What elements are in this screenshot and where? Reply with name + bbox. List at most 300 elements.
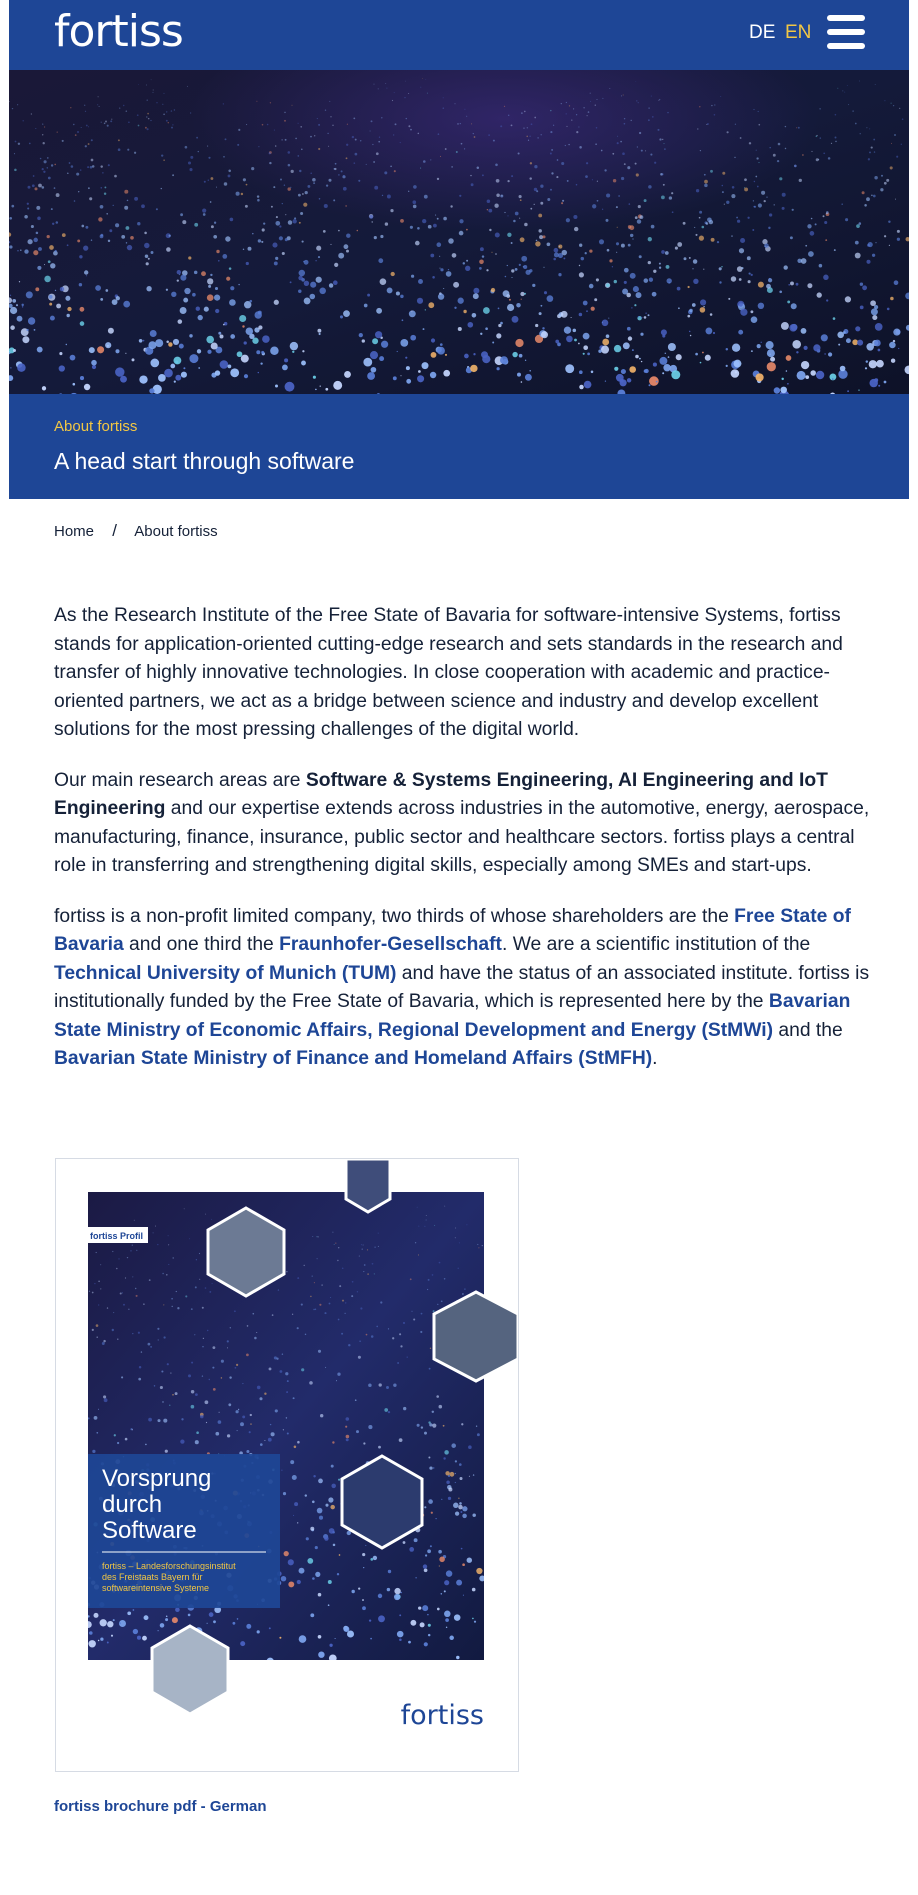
decorative-dot bbox=[631, 120, 632, 121]
decorative-dot bbox=[884, 182, 887, 185]
decorative-dot bbox=[425, 79, 426, 80]
decorative-dot bbox=[873, 195, 876, 198]
decorative-dot bbox=[156, 102, 157, 103]
decorative-dot bbox=[894, 280, 899, 285]
decorative-dot bbox=[818, 159, 819, 160]
decorative-dot bbox=[629, 366, 636, 373]
decorative-dot bbox=[402, 319, 404, 321]
decorative-dot bbox=[388, 1570, 391, 1573]
decorative-dot bbox=[244, 374, 248, 378]
decorative-dot bbox=[281, 1470, 282, 1471]
decorative-dot bbox=[183, 298, 188, 303]
decorative-dot bbox=[740, 137, 742, 139]
decorative-dot bbox=[80, 321, 85, 326]
decorative-dot bbox=[333, 199, 335, 201]
decorative-dot bbox=[210, 274, 212, 276]
decorative-dot bbox=[75, 134, 77, 136]
decorative-dot bbox=[534, 117, 536, 119]
brochure-subtitle-line1: fortiss – Landesforschungsinstitut bbox=[102, 1561, 236, 1571]
decorative-dot bbox=[479, 267, 482, 270]
decorative-dot bbox=[516, 303, 521, 308]
decorative-dot bbox=[287, 1432, 289, 1434]
decorative-dot bbox=[275, 1409, 278, 1412]
decorative-dot bbox=[92, 1329, 94, 1331]
decorative-dot bbox=[728, 298, 730, 300]
decorative-dot bbox=[565, 145, 566, 146]
decorative-dot bbox=[653, 363, 657, 367]
decorative-dot bbox=[236, 192, 240, 196]
decorative-dot bbox=[428, 1279, 430, 1281]
decorative-dot bbox=[531, 123, 533, 125]
decorative-dot bbox=[191, 1405, 195, 1409]
decorative-dot bbox=[380, 235, 383, 238]
decorative-dot bbox=[689, 309, 693, 313]
brochure-cover-image[interactable] bbox=[55, 1158, 519, 1772]
decorative-dot bbox=[405, 357, 407, 359]
decorative-dot bbox=[571, 120, 572, 121]
decorative-dot bbox=[189, 354, 198, 363]
decorative-dot bbox=[704, 184, 708, 188]
decorative-dot bbox=[136, 1250, 137, 1251]
decorative-dot bbox=[648, 119, 650, 121]
decorative-dot bbox=[282, 252, 285, 255]
decorative-dot bbox=[181, 372, 187, 378]
decorative-dot bbox=[211, 342, 218, 349]
decorative-dot bbox=[751, 350, 753, 352]
decorative-dot bbox=[678, 307, 680, 309]
decorative-dot bbox=[569, 105, 570, 106]
decorative-dot bbox=[134, 152, 136, 154]
decorative-dot bbox=[310, 1613, 314, 1617]
decorative-dot bbox=[524, 223, 528, 227]
brochure-cover-graphic bbox=[56, 1159, 518, 1771]
decorative-dot bbox=[38, 184, 42, 188]
decorative-dot bbox=[517, 373, 521, 377]
decorative-dot bbox=[874, 340, 881, 347]
breadcrumb-home-link[interactable]: Home bbox=[54, 523, 95, 540]
decorative-dot bbox=[80, 169, 81, 170]
decorative-dot bbox=[98, 1409, 99, 1410]
decorative-dot bbox=[172, 1257, 173, 1258]
decorative-dot bbox=[197, 349, 201, 353]
decorative-dot bbox=[297, 1522, 298, 1523]
decorative-dot bbox=[496, 333, 501, 338]
decorative-dot bbox=[421, 1426, 423, 1428]
decorative-dot bbox=[257, 195, 259, 197]
decorative-dot bbox=[259, 1397, 262, 1400]
decorative-dot bbox=[574, 339, 577, 342]
decorative-dot bbox=[579, 244, 582, 247]
decorative-dot bbox=[94, 1416, 98, 1420]
decorative-dot bbox=[359, 1256, 360, 1257]
decorative-dot bbox=[437, 1304, 438, 1305]
decorative-dot bbox=[479, 1575, 485, 1581]
decorative-dot bbox=[875, 323, 883, 331]
decorative-dot bbox=[250, 1423, 251, 1424]
decorative-dot bbox=[787, 383, 789, 385]
decorative-dot bbox=[779, 290, 782, 293]
decorative-dot bbox=[464, 109, 465, 110]
decorative-dot bbox=[606, 334, 610, 338]
decorative-dot bbox=[790, 236, 793, 239]
decorative-dot bbox=[178, 319, 183, 324]
decorative-dot bbox=[835, 141, 837, 143]
decorative-dot bbox=[315, 1572, 320, 1577]
decorative-dot bbox=[237, 1430, 238, 1431]
decorative-dot bbox=[174, 381, 176, 383]
decorative-dot bbox=[428, 1499, 433, 1504]
decorative-dot bbox=[180, 213, 183, 216]
decorative-dot bbox=[96, 1432, 98, 1434]
decorative-dot bbox=[315, 260, 316, 261]
decorative-dot bbox=[901, 144, 902, 145]
decorative-dot bbox=[227, 1434, 230, 1437]
decorative-dot bbox=[519, 195, 522, 198]
decorative-dot bbox=[148, 1343, 151, 1346]
decorative-dot bbox=[667, 112, 668, 113]
decorative-dot bbox=[408, 125, 410, 127]
decorative-dot bbox=[430, 254, 434, 258]
decorative-dot bbox=[487, 209, 488, 210]
decorative-dot bbox=[274, 1356, 277, 1359]
decorative-dot bbox=[852, 110, 853, 111]
decorative-dot bbox=[550, 189, 552, 191]
decorative-dot bbox=[188, 161, 191, 164]
decorative-dot bbox=[635, 163, 637, 165]
decorative-dot bbox=[216, 250, 219, 253]
decorative-dot bbox=[175, 375, 181, 381]
decorative-dot bbox=[155, 339, 163, 347]
decorative-dot bbox=[206, 336, 214, 344]
decorative-dot bbox=[312, 1577, 315, 1580]
decorative-dot bbox=[319, 198, 321, 200]
decorative-dot bbox=[290, 187, 291, 188]
stmwi-link[interactable]: Bavarian State Ministry of Economic Affairs, Regional Development and Energy (StMWi) bbox=[54, 991, 851, 1041]
decorative-dot bbox=[310, 282, 316, 288]
decorative-dot bbox=[150, 359, 159, 368]
decorative-dot bbox=[208, 157, 210, 159]
decorative-dot bbox=[473, 1474, 474, 1475]
decorative-dot bbox=[671, 192, 673, 194]
decorative-dot bbox=[562, 200, 564, 202]
decorative-dot bbox=[444, 1580, 449, 1585]
decorative-dot bbox=[378, 141, 380, 143]
decorative-dot bbox=[209, 1291, 211, 1293]
decorative-dot bbox=[668, 356, 670, 358]
decorative-dot bbox=[194, 1334, 195, 1335]
decorative-dot bbox=[345, 205, 346, 206]
decorative-dot bbox=[889, 245, 890, 246]
decorative-dot bbox=[432, 1411, 434, 1413]
decorative-dot bbox=[133, 1609, 135, 1611]
decorative-dot bbox=[379, 356, 384, 361]
decorative-dot bbox=[459, 1477, 462, 1480]
decorative-dot bbox=[583, 353, 585, 355]
decorative-dot bbox=[268, 1438, 272, 1442]
fortiss-logo[interactable]: fortiss bbox=[54, 6, 183, 57]
decorative-dot bbox=[205, 1287, 207, 1289]
decorative-dot bbox=[500, 322, 503, 325]
hamburger-menu-icon[interactable] bbox=[827, 15, 865, 49]
decorative-dot bbox=[163, 1304, 164, 1305]
decorative-dot bbox=[710, 170, 713, 173]
decorative-dot bbox=[699, 211, 702, 214]
decorative-dot bbox=[378, 1246, 379, 1247]
decorative-dot bbox=[865, 367, 867, 369]
decorative-dot bbox=[132, 1245, 133, 1246]
decorative-dot bbox=[704, 174, 706, 176]
decorative-dot bbox=[521, 381, 523, 383]
decorative-dot bbox=[503, 290, 510, 297]
decorative-dot bbox=[38, 247, 42, 251]
decorative-dot bbox=[871, 195, 873, 197]
decorative-dot bbox=[130, 236, 134, 240]
decorative-dot bbox=[507, 265, 508, 266]
decorative-dot bbox=[586, 310, 588, 312]
decorative-dot bbox=[252, 1313, 254, 1315]
decorative-dot bbox=[527, 127, 528, 128]
decorative-dot bbox=[125, 353, 126, 354]
decorative-dot bbox=[636, 100, 637, 101]
decorative-dot bbox=[260, 1443, 263, 1446]
decorative-dot bbox=[184, 288, 190, 294]
decorative-dot bbox=[363, 1245, 364, 1246]
hero-dots-graphic bbox=[9, 70, 909, 394]
decorative-dot bbox=[269, 1627, 271, 1629]
decorative-dot bbox=[33, 175, 35, 177]
decorative-dot bbox=[312, 1276, 313, 1277]
decorative-dot bbox=[671, 370, 680, 379]
decorative-dot bbox=[180, 307, 187, 314]
decorative-dot bbox=[17, 104, 18, 105]
decorative-dot bbox=[785, 148, 786, 149]
decorative-dot bbox=[605, 381, 606, 382]
decorative-dot bbox=[336, 1380, 337, 1381]
decorative-dot bbox=[262, 335, 270, 343]
decorative-dot bbox=[88, 143, 90, 145]
decorative-dot bbox=[238, 129, 240, 131]
decorative-dot bbox=[720, 96, 721, 97]
text-segment: and our expertise extends across industries in the automotive, energy, aerospace, manufacturing, finance, insurance, public sector and healthcare sectors. fortiss plays a central role in transferring and strengthening digital skills, especially among SMEs and start-ups. bbox=[54, 798, 870, 876]
decorative-dot bbox=[650, 154, 652, 156]
decorative-dot bbox=[297, 1327, 299, 1329]
decorative-dot bbox=[160, 1386, 163, 1389]
decorative-dot bbox=[513, 220, 516, 223]
decorative-dot bbox=[314, 135, 315, 136]
decorative-dot bbox=[144, 1615, 149, 1620]
decorative-dot bbox=[425, 309, 426, 310]
decorative-dot bbox=[891, 103, 892, 104]
decorative-dot bbox=[890, 166, 893, 169]
decorative-dot bbox=[446, 1627, 447, 1628]
decorative-dot bbox=[881, 175, 883, 177]
decorative-dot bbox=[241, 355, 249, 363]
decorative-dot bbox=[299, 270, 305, 276]
decorative-dot bbox=[288, 1581, 294, 1587]
decorative-dot bbox=[427, 1289, 428, 1290]
decorative-dot bbox=[258, 325, 262, 329]
decorative-dot bbox=[246, 124, 247, 125]
decorative-dot bbox=[807, 224, 811, 228]
tum-link[interactable]: Technical University of Munich (TUM) bbox=[54, 962, 397, 984]
decorative-dot bbox=[641, 150, 643, 152]
decorative-dot bbox=[218, 1420, 222, 1424]
language-de-link[interactable]: DE bbox=[749, 22, 776, 43]
decorative-dot bbox=[757, 344, 761, 348]
decorative-dot bbox=[147, 100, 148, 101]
decorative-dot bbox=[700, 299, 706, 305]
decorative-dot bbox=[282, 365, 288, 371]
decorative-dot bbox=[607, 249, 610, 252]
decorative-dot bbox=[722, 172, 725, 175]
decorative-dot bbox=[274, 130, 275, 131]
decorative-dot bbox=[529, 370, 531, 372]
decorative-dot bbox=[875, 84, 876, 85]
decorative-dot bbox=[148, 1418, 152, 1422]
decorative-dot bbox=[585, 175, 588, 178]
decorative-dot bbox=[758, 282, 764, 288]
decorative-dot bbox=[690, 335, 692, 337]
decorative-dot bbox=[434, 1225, 435, 1226]
decorative-dot bbox=[895, 199, 896, 200]
decorative-dot bbox=[305, 1494, 307, 1496]
decorative-dot bbox=[97, 346, 104, 353]
decorative-dot bbox=[411, 275, 414, 278]
decorative-dot bbox=[410, 226, 413, 229]
decorative-dot bbox=[340, 315, 343, 318]
stmfh-link[interactable]: Bavarian State Ministry of Finance and Homeland Affairs (StMFH) bbox=[54, 1048, 653, 1069]
decorative-dot bbox=[115, 367, 124, 376]
decorative-dot bbox=[205, 1214, 206, 1215]
decorative-dot bbox=[766, 341, 774, 349]
language-en-link[interactable]: EN bbox=[785, 22, 812, 43]
decorative-dot bbox=[77, 131, 79, 133]
decorative-dot bbox=[118, 148, 121, 151]
decorative-dot bbox=[138, 84, 139, 85]
decorative-dot bbox=[595, 104, 596, 105]
brochure-pdf-link[interactable]: fortiss brochure pdf - German bbox=[54, 1798, 267, 1815]
decorative-dot bbox=[143, 1303, 145, 1305]
decorative-dot bbox=[146, 262, 149, 265]
decorative-dot bbox=[86, 125, 88, 127]
decorative-dot bbox=[530, 136, 531, 137]
decorative-dot bbox=[431, 338, 435, 342]
decorative-dot bbox=[285, 1372, 288, 1375]
decorative-dot bbox=[318, 148, 320, 150]
decorative-dot bbox=[700, 307, 706, 313]
decorative-dot bbox=[128, 121, 130, 123]
decorative-dot bbox=[339, 1285, 341, 1287]
decorative-dot bbox=[424, 1568, 428, 1572]
decorative-dot bbox=[571, 317, 572, 318]
decorative-dot bbox=[288, 151, 291, 154]
decorative-dot bbox=[424, 1226, 425, 1227]
decorative-dot bbox=[429, 1368, 431, 1370]
decorative-dot bbox=[67, 172, 69, 174]
breadcrumb-separator: / bbox=[112, 521, 117, 540]
decorative-dot bbox=[452, 253, 457, 258]
decorative-dot bbox=[476, 1568, 482, 1574]
decorative-dot bbox=[645, 313, 646, 314]
decorative-dot bbox=[55, 250, 57, 252]
decorative-dot bbox=[89, 1631, 93, 1635]
decorative-dot bbox=[758, 111, 759, 112]
decorative-dot bbox=[635, 216, 638, 219]
decorative-dot bbox=[524, 111, 526, 113]
free-state-of-bavaria-link[interactable]: Free State of Bavaria bbox=[54, 905, 851, 955]
decorative-dot bbox=[89, 1291, 90, 1292]
decorative-dot bbox=[124, 190, 128, 194]
decorative-dot bbox=[89, 347, 95, 353]
decorative-dot bbox=[525, 360, 526, 361]
decorative-dot bbox=[84, 105, 85, 106]
decorative-dot bbox=[768, 227, 770, 229]
decorative-dot bbox=[459, 231, 464, 236]
decorative-dot bbox=[538, 214, 542, 218]
decorative-dot bbox=[275, 257, 278, 260]
decorative-dot bbox=[213, 235, 217, 239]
decorative-dot bbox=[310, 136, 312, 138]
decorative-dot bbox=[394, 1588, 400, 1594]
decorative-dot bbox=[753, 200, 754, 201]
decorative-dot bbox=[28, 186, 31, 189]
decorative-dot bbox=[665, 251, 669, 255]
decorative-dot bbox=[596, 127, 598, 129]
decorative-dot bbox=[31, 225, 34, 228]
decorative-dot bbox=[761, 342, 762, 343]
decorative-dot bbox=[410, 129, 412, 131]
decorative-dot bbox=[459, 219, 463, 223]
decorative-dot bbox=[819, 108, 820, 109]
decorative-dot bbox=[126, 110, 127, 111]
decorative-dot bbox=[230, 218, 234, 222]
decorative-dot bbox=[702, 352, 704, 354]
decorative-dot bbox=[85, 145, 87, 147]
decorative-dot bbox=[825, 239, 827, 241]
decorative-dot bbox=[139, 375, 147, 383]
decorative-dot bbox=[587, 353, 590, 356]
decorative-dot bbox=[446, 1570, 452, 1576]
decorative-dot bbox=[399, 1614, 401, 1616]
fraunhofer-link[interactable]: Fraunhofer-Gesellschaft bbox=[279, 934, 502, 955]
decorative-dot bbox=[769, 213, 772, 216]
decorative-dot bbox=[505, 276, 507, 278]
decorative-dot bbox=[104, 186, 106, 188]
decorative-dot bbox=[314, 1282, 315, 1283]
decorative-dot bbox=[710, 313, 713, 316]
decorative-dot bbox=[168, 1235, 169, 1236]
decorative-dot bbox=[894, 134, 896, 136]
decorative-dot bbox=[87, 166, 89, 168]
decorative-dot bbox=[84, 384, 90, 390]
decorative-dot bbox=[583, 301, 588, 306]
decorative-dot bbox=[866, 343, 874, 351]
decorative-dot bbox=[166, 120, 168, 122]
decorative-dot bbox=[343, 310, 350, 317]
decorative-dot bbox=[315, 389, 317, 391]
decorative-dot bbox=[747, 217, 749, 219]
decorative-dot bbox=[370, 130, 371, 131]
decorative-dot bbox=[493, 140, 495, 142]
decorative-dot bbox=[65, 296, 70, 301]
decorative-dot bbox=[198, 315, 203, 320]
decorative-dot bbox=[117, 1339, 118, 1340]
decorative-dot bbox=[56, 304, 61, 309]
decorative-dot bbox=[410, 335, 416, 341]
decorative-dot bbox=[805, 375, 809, 379]
decorative-dot bbox=[54, 164, 56, 166]
decorative-dot bbox=[474, 1621, 476, 1623]
